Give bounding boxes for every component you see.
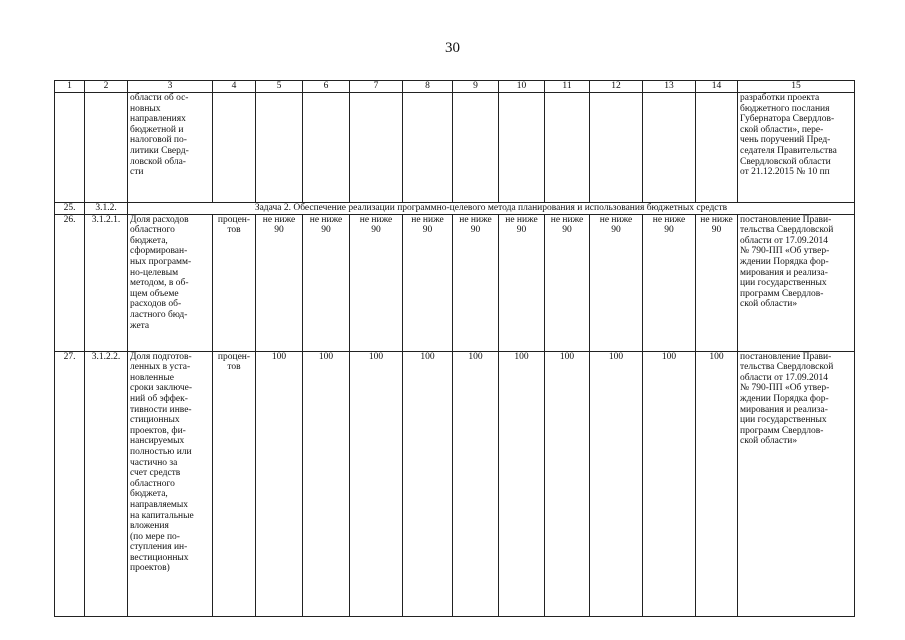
header-cell: 11: [545, 81, 590, 93]
code-cell: 3.1.2.1.: [85, 214, 128, 351]
code-cell: 3.1.2.: [85, 203, 128, 215]
value-cell: не ниже 90: [350, 214, 403, 351]
task-title-cell: Задача 2. Обеспечение реализации программно-целевого метода планирования и использования бюджетных средств: [128, 203, 855, 215]
code-cell: 3.1.2.2.: [85, 351, 128, 616]
value-cell: не ниже 90: [256, 214, 303, 351]
value-cell: 100: [256, 351, 303, 616]
header-cell: 1: [55, 81, 85, 93]
table-row-continued: [55, 93, 855, 203]
value-cell: не ниже 90: [696, 214, 738, 351]
header-cell: 3: [128, 81, 213, 93]
row-number-cell: 27.: [55, 351, 85, 616]
indicator-name-cell: Доля подготов- ленных в уста- новленные сроки заключе- ний об эффек- тивности инве- стиционных проектов, фи- нансируемых полностью или частично за счет средств областного бюджета, направляемых на капитальные вложения (по мере по- ступления ин- вестиционных проектов): [128, 351, 213, 616]
header-cell: 9: [453, 81, 499, 93]
header-cell: 4: [213, 81, 256, 93]
value-cell: не ниже 90: [403, 214, 453, 351]
unit-cell: процен- тов: [213, 351, 256, 616]
source-cell: постановление Прави- тельства Свердловской области от 17.09.2014 № 790-ПП «Об утвер- ждении Порядка фор- мирования и реализа- ции государственных программ Свердлов- ской области»: [738, 214, 855, 351]
unit-cell: процен- тов: [213, 214, 256, 351]
value-cell: 100: [590, 351, 643, 616]
header-cell: 13: [643, 81, 696, 93]
value-cell: 100: [303, 351, 350, 616]
indicator-name-cell: Доля расходов областного бюджета, сформирован- ных программ- но-целевым методом, в об- щем объеме расходов об- ластного бюд- жета: [128, 214, 213, 351]
value-cell: 100: [696, 351, 738, 616]
page-number: 30: [445, 40, 460, 56]
table-row-task: [55, 203, 855, 215]
value-cell: не ниже 90: [303, 214, 350, 351]
value-cell: 100: [643, 351, 696, 616]
header-cell: 6: [303, 81, 350, 93]
indicator-name-cell: области об ос- новных направлениях бюджетной и налоговой по- литики Сверд- ловской обла- сти: [128, 93, 213, 203]
header-cell: 5: [256, 81, 303, 93]
header-cell: 7: [350, 81, 403, 93]
header-cell: 8: [403, 81, 453, 93]
table-row: [55, 214, 855, 351]
value-cell: не ниже 90: [453, 214, 499, 351]
value-cell: 100: [403, 351, 453, 616]
row-number-cell: 25.: [55, 203, 85, 215]
value-cell: 100: [545, 351, 590, 616]
header-cell: 12: [590, 81, 643, 93]
value-cell: 100: [350, 351, 403, 616]
table-row: [55, 351, 855, 616]
header-cell: 15: [738, 81, 855, 93]
value-cell: не ниже 90: [545, 214, 590, 351]
value-cell: не ниже 90: [643, 214, 696, 351]
source-cell: разработки проекта бюджетного послания Губернатора Свердлов- ской области», пере- чень поручений Пред- седателя Правительства Свердловской области от 21.12.2015 № 10 пп: [738, 93, 855, 203]
header-row: [55, 81, 855, 93]
source-cell: постановление Прави- тельства Свердловской области от 17.09.2014 № 790-ПП «Об утвер- ждении Порядка фор- мирования и реализа- ции государственных программ Свердлов- ской области»: [738, 351, 855, 616]
value-cell: не ниже 90: [590, 214, 643, 351]
indicators-table: [54, 80, 855, 617]
header-cell: 2: [85, 81, 128, 93]
value-cell: 100: [453, 351, 499, 616]
value-cell: 100: [499, 351, 545, 616]
row-number-cell: 26.: [55, 214, 85, 351]
header-cell: 14: [696, 81, 738, 93]
value-cell: не ниже 90: [499, 214, 545, 351]
header-cell: 10: [499, 81, 545, 93]
